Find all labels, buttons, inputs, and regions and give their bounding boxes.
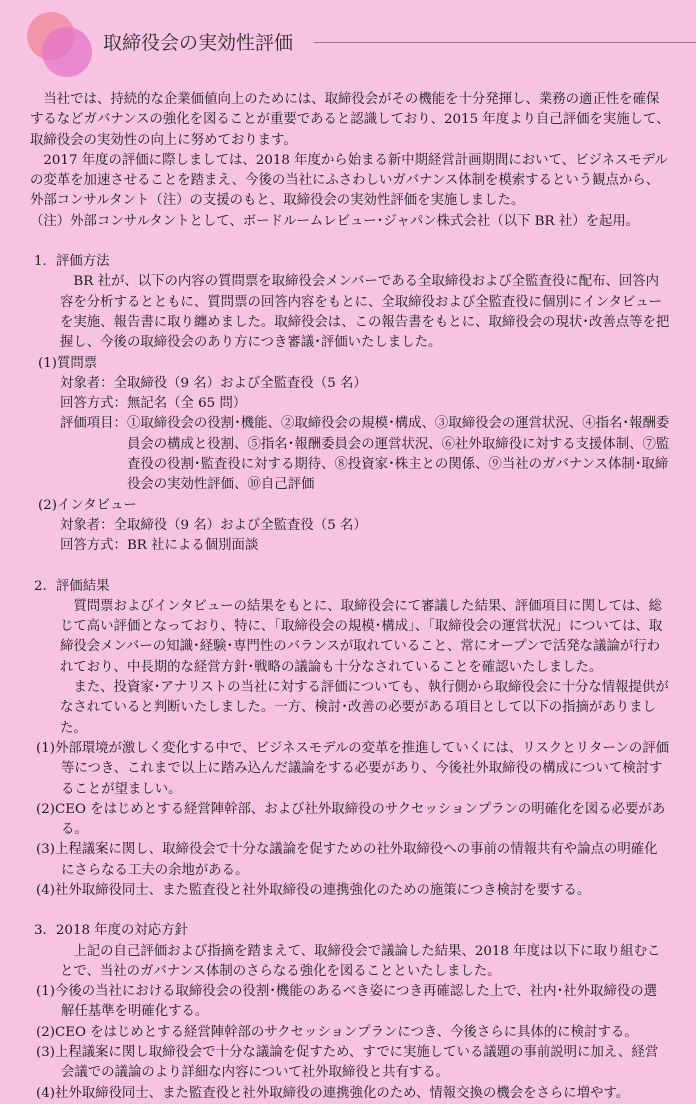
list-item: (4)社外取締役同士、また監査役と社外取締役の連携強化のための施策につき検討を要する。 <box>36 882 591 898</box>
section-paragraph: 上記の自己評価および指摘を踏まえて、取締役会で議論した結果、2018 年度は以下に取り組むことで、当社のガバナンス体制のさらなる強化を図ることといたしました。 <box>60 943 661 979</box>
header <box>0 0 696 80</box>
section-paragraph: 質問票およびインタビューの結果をもとに、取締役会にて審議した結果、評価項目に関しては、総じて高い評価となっており、特に、「取締役会の規模･構成」、「取締役会の運営状況」については、取締役会メンバーの知識･経験･専門性のバランスが取れていること、常にオープンで活発な議論が行われており、中長期的な経営方針･戦略の議論も十分なされていることを確認いたしました。 <box>60 598 663 675</box>
intro-paragraph-1: 当社では、持続的な企業価値向上のためには、取締役会がその機能を十分発揮し、業務の適正性を確保するなどガバナンスの強化を図ることが重要であると認識しており、2015 年度より自己評価を実施して、取締役会の実効性の向上に努めております。 <box>30 92 670 148</box>
subsection-title: (2)インタビュー <box>38 497 137 513</box>
section-2018-policy <box>30 921 670 1104</box>
section-title: 2．評価結果 <box>34 578 110 594</box>
decorative-circle-magenta <box>42 27 92 77</box>
section-paragraph: また、投資家･アナリストの当社に対する評価についても、執行側から取締役会に十分な情報提供がなされていると判断いたしました。一方、検討･改善の必要がある項目として以下の指摘がありました。 <box>60 680 669 736</box>
detail-label: 対象者： <box>60 375 114 391</box>
subsection-title: (1)質問票 <box>38 355 98 371</box>
list-item: (4)社外取締役同士、また監査役と社外取締役の連携強化のため、情報交換の機会をさらに増やす。 <box>36 1085 630 1101</box>
detail-value: 無記名（全 65 問） <box>126 396 247 412</box>
list-item: (3)上程議案に関し、取締役会で十分な議論を促すための社外取締役への事前の情報共有や論点の明確化にさらなる工夫の余地がある。 <box>36 842 658 878</box>
findings-list <box>30 739 670 901</box>
detail-label: 回答方式： <box>60 538 127 554</box>
detail-row <box>30 516 670 536</box>
detail-value: BR 社による個別面談 <box>126 538 259 554</box>
list-item: (2)CEO をはじめとする経営陣幹部、および社外取締役のサクセッションプランの明確化を図る必要がある。 <box>36 801 666 838</box>
policy-list <box>30 982 670 1104</box>
section-evaluation-results <box>30 577 670 902</box>
detail-label: 回答方式： <box>60 396 127 412</box>
section-paragraph: BR 社が、以下の内容の質問票を取締役会メンバーである全取締役および全監査役に配布、回答内容を分析するとともに、質問票の回答内容をもとに、全取締役および全監査役に個別にインタビューを実施、報告書に取り纏めました。取締役会は、この報告書をもとに、取締役会の現状･改善点等を把握し、今後の取締役会のあり方につき審議･評価いたしました。 <box>60 274 670 351</box>
detail-value: 全取締役（9 名）および全監査役（5 名） <box>113 375 367 391</box>
detail-value: ①取締役会の役割･機能、②取締役会の規模･構成、③取締役会の運営状況、④指名･報酬委員会の構成と役割、⑤指名･報酬委員会の運営状況、⑥社外取締役に対する支援体制、⑦監査役の役割･監査役に対する期待、⑧投資家･株主との関係、⑨当社のガバナンス体制･取締役会の実効性評価、⑩自己評価 <box>126 416 670 493</box>
detail-label: 評価項目： <box>60 416 127 432</box>
list-item: (1)今後の当社における取締役会の役割･機能のあるべき姿につき再確認した上で、社内･社外取締役の選解任基準を明確化する。 <box>36 984 658 1020</box>
detail-row <box>30 414 670 495</box>
section-title: 3．2018 年度の対応方針 <box>34 923 188 939</box>
section-evaluation-method <box>30 252 670 556</box>
detail-value: 全取締役（9 名）および全監査役（5 名） <box>113 517 367 533</box>
page-title: 取締役会の実効性評価 <box>103 32 294 54</box>
intro-note: （注）外部コンサルタントとして、ボードルームレビュー･ジャパン株式会社（以下 BR 社）を起用。 <box>30 213 640 229</box>
list-item: (1)外部環境が激しく変化する中で、ビジネスモデルの変革を推進していくには、リスクとリターンの評価等につき、これまで以上に踏み込んだ議論をする必要があり、今後社外取締役の構成について検討することが望ましい。 <box>36 740 670 797</box>
intro-paragraph-2: 2017 年度の評価に際しましては、2018 年度から始まる新中期経営計画期間において、ビジネスモデルの変革を加速させることを踏まえ、今後の当社にふさわしいガバナンス体制を模索するという観点から、外部コンサルタント（注）の支援のもと、取締役会の実効性評価を実施しました。 <box>30 152 668 209</box>
document-body <box>30 90 670 1104</box>
section-title: 1．評価方法 <box>34 254 110 270</box>
list-item: (2)CEO をはじめとする経営陣幹部のサクセッションプランにつき、今後さらに具体的に検討する。 <box>36 1024 638 1040</box>
title-divider <box>314 42 696 43</box>
detail-row <box>30 374 670 394</box>
list-item: (3)上程議案に関し取締役会で十分な議論を促すため、すでに実施している議題の事前説明に加え、経営会議での議論のより詳細な内容について社外取締役と共有する。 <box>36 1045 659 1081</box>
detail-row <box>30 394 670 414</box>
detail-label: 対象者： <box>60 517 114 533</box>
detail-row <box>30 536 670 556</box>
